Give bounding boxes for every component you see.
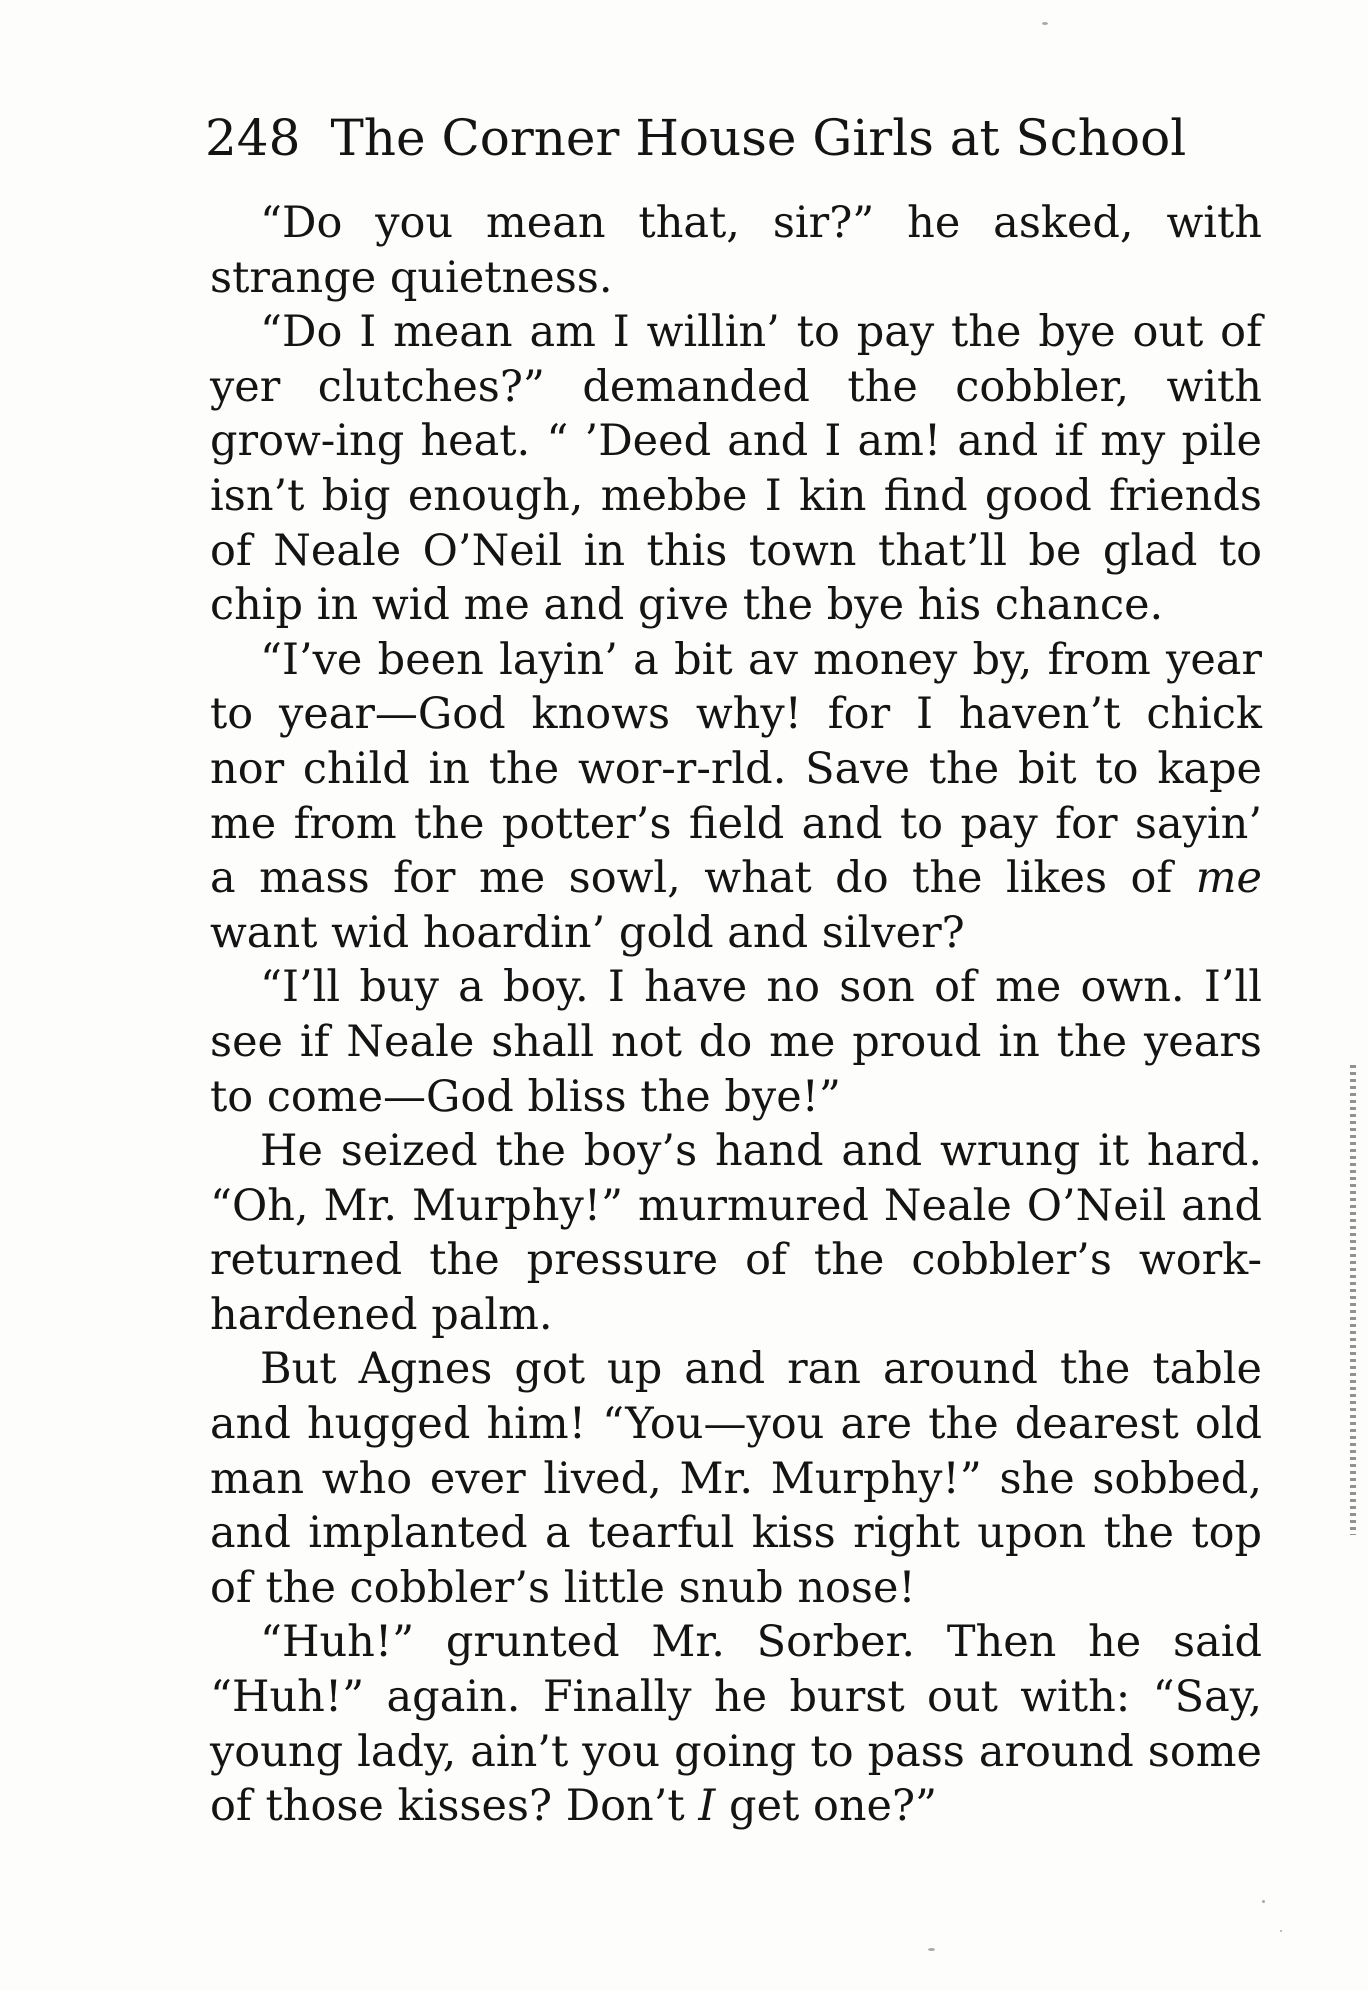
paragraph-text: get one?” <box>715 1781 938 1832</box>
paragraph: But Agnes got up and ran around the table and hugged him! “You—you are the dearest old man who ever lived, Mr. Murphy!” she sobbed, and implanted a tearful kiss right upon the top of the cobbler’s little snub nose! <box>210 1344 1262 1613</box>
paragraph: “Do you mean that, sir?” he asked, with strange quietness. <box>210 198 1262 303</box>
page-number: 248 <box>205 109 301 167</box>
paragraph-text: want wid hoardin’ gold and silver? <box>210 907 965 958</box>
paragraph-text: “I’ve been layin’ a bit av money by, from year to year—God knows why! for I haven’t chick nor child in the wor-r-rld. Save the bit to kape me from the potter’s field and to pay for sayin’ a mass for me sowl, what do the likes of <box>210 634 1262 904</box>
scan-edge-artifact <box>1350 1065 1356 1535</box>
scan-speck <box>1280 1930 1282 1932</box>
body-text <box>210 196 1262 1834</box>
running-head <box>205 108 1186 168</box>
paragraph: He seized the boy’s hand and wrung it hard. “Oh, Mr. Murphy!” murmured Neale O’Neil and returned the pressure of the cobbler’s work-hardened palm. <box>210 1126 1262 1340</box>
paragraph: “Do I mean am I willin’ to pay the bye out of yer clutches?” demanded the cobbler, with grow-ing heat. “ ’Deed and I am! and if my pile isn’t big enough, mebbe I kin find good friends of Neale O’Neil in this town that’ll be glad to chip in wid me and give the bye his chance. <box>210 307 1262 631</box>
paragraph-text: “Huh!” grunted Mr. Sorber. Then he said “Huh!” again. Finally he burst out with: “Say, young lady, ain’t you going to pass around some of those kisses? Don’t <box>210 1617 1262 1832</box>
book-title: The Corner House Girls at School <box>330 109 1187 167</box>
emphasis: me <box>1195 853 1262 904</box>
emphasis: I <box>698 1781 716 1832</box>
paragraph <box>210 1615 1262 1833</box>
paragraph <box>210 633 1262 961</box>
paragraph: “I’ll buy a boy. I have no son of me own. I’ll see if Neale shall not do me proud in the years to come—God bliss the bye!” <box>210 962 1262 1122</box>
scan-speck <box>928 1948 935 1951</box>
scan-speck <box>1262 1900 1265 1903</box>
scan-speck <box>1042 22 1048 25</box>
